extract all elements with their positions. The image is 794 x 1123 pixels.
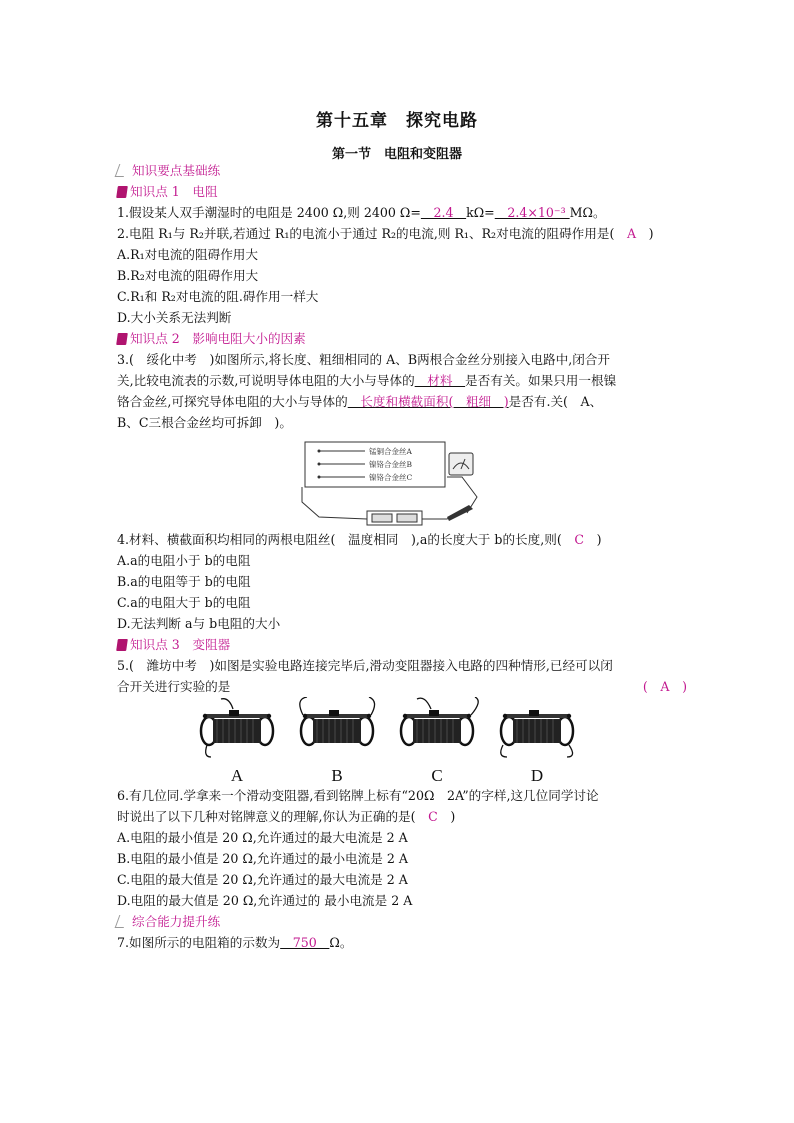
flag-icon: [116, 186, 128, 198]
q4: [117, 529, 687, 550]
q6-answer: C: [415, 809, 451, 824]
q6-close: ): [450, 809, 456, 824]
q6-option-c: C.电阻的最大值是 20 Ω,允许通过的最大电流是 2 A: [117, 872, 408, 887]
q4-answer: C: [561, 532, 597, 547]
q2: [117, 223, 687, 244]
q5-answer: ( A ): [642, 679, 687, 694]
section-basic: [117, 160, 687, 181]
kp2-heading: [117, 328, 687, 349]
label-d: D: [530, 766, 544, 785]
q4-close: ): [596, 532, 602, 547]
q6-stem-end: 时说出了以下几种对铭牌意义的理解,你认为正确的是(: [117, 809, 416, 824]
circuit-diagram: [297, 437, 497, 527]
q4-option-c: C.a的电阻大于 b的电阻: [117, 595, 251, 610]
q6-line-1: 6.有几位同.学拿来一个滑动变阻器,看到铭牌上标有“20Ω 2A”的字样,这几位同学讨论: [117, 788, 599, 803]
wire-label-b: 镍铬合金丝B: [369, 460, 413, 469]
label-b: B: [331, 766, 343, 785]
q5-figure: [117, 697, 687, 785]
q1-unit: kΩ=: [466, 205, 495, 220]
q2-option-d: D.大小关系无法判断: [117, 310, 232, 325]
q3-l2-pre: 关,比较电流表的示数,可说明导体电阻的大小与导体的: [117, 373, 415, 388]
q1-answer-2: 2.4×10⁻³: [494, 205, 570, 220]
wire-label-c: 镍铬合金丝C: [369, 473, 413, 482]
q1-answer-1: 2.4: [420, 205, 467, 220]
q2-answer: A: [614, 226, 649, 241]
q2-option-a: A.R₁对电流的阻碍作用大: [117, 247, 258, 262]
q3-l2-post: 是否有关。如果只用一根镍: [465, 373, 617, 388]
q7-answer: 750: [280, 935, 330, 950]
bracket-icon: [115, 164, 129, 177]
q3-line-2: [117, 370, 687, 391]
q1-end: MΩ。: [569, 205, 606, 220]
label-c: C: [431, 766, 443, 785]
q3-line-3: [117, 391, 687, 412]
q7-end: Ω。: [329, 935, 353, 950]
q4-option-d: D.无法判断 a与 b电阻的大小: [117, 616, 281, 631]
q3-l3-pre: 铬合金丝,可探究导体电阻的大小与导体的: [117, 394, 348, 409]
q3-answer-1: 材料: [414, 373, 466, 388]
q2-option-b: B.R₂对电流的阻碍作用大: [117, 268, 259, 283]
bracket-icon: [115, 915, 129, 928]
label-a: A: [230, 766, 244, 785]
section-advanced-label: 综合能力提升练: [132, 914, 221, 929]
section-title: 第一节 电阻和变阻器: [331, 147, 462, 162]
q2-close: ): [648, 226, 654, 241]
q4-option-b: B.a的电阻等于 b的电阻: [117, 574, 251, 589]
q1: [117, 202, 687, 223]
q5-line-1: 5.( 潍坊中考 )如图是实验电路连接完毕后,滑动变阻器接入电路的四种情形,已经可以闭: [117, 658, 613, 673]
flag-icon: [116, 639, 128, 651]
wire-label-a: 锰铜合金丝A: [369, 447, 412, 456]
kp1-heading: [117, 181, 687, 202]
rheostat-figures: [199, 697, 599, 785]
kp3-label: 知识点 3 变阻器: [130, 637, 231, 652]
q3-l3-post: 是否有.关( A、: [508, 394, 603, 409]
q4-stem: 4.材料、横截面积均相同的两根电阻丝( 温度相同 ),a的长度大于 b的长度,则(: [117, 532, 562, 547]
q4-option-a: A.a的电阻小于 b的电阻: [117, 553, 251, 568]
section-advanced: [117, 911, 687, 932]
q6-line-2: [117, 806, 687, 827]
q6-option-d: D.电阻的最大值是 20 Ω,允许通过的 最小电流是 2 A: [117, 893, 413, 908]
content: [117, 160, 687, 953]
q3-answer-2: 长度和横截面积( 粗细 ): [347, 394, 509, 409]
q6-option-b: B.电阻的最小值是 20 Ω,允许通过的最小电流是 2 A: [117, 851, 408, 866]
q3-line-4: B、C三根合金丝均可拆卸 )。: [117, 415, 292, 430]
flag-icon: [116, 333, 128, 345]
q5-stem-end: 合开关进行实验的是: [117, 679, 231, 694]
q6-option-a: A.电阻的最小值是 20 Ω,允许通过的最大电流是 2 A: [117, 830, 408, 845]
q2-option-c: C.R₁和 R₂对电流的阻.碍作用一样大: [117, 289, 319, 304]
kp3-heading: [117, 634, 687, 655]
q5-line-2: [117, 676, 687, 697]
chapter-title: 第十五章 探究电路: [316, 111, 478, 131]
q3-line-1: 3.( 绥化中考 )如图所示,将长度、粗细相同的 A、B两根合金丝分别接入电路中,闭合开: [117, 352, 610, 367]
q2-stem: 2.电阻 R₁与 R₂并联,若通过 R₁的电流小于通过 R₂的电流,则 R₁、R₂对电流的阻碍作用是(: [117, 226, 615, 241]
section-basic-label: 知识要点基础练: [132, 163, 221, 178]
kp1-label: 知识点 1 电阻: [130, 184, 218, 199]
kp2-label: 知识点 2 影响电阻大小的因素: [130, 331, 306, 346]
q7-stem: 7.如图所示的电阻箱的示数为: [117, 935, 281, 950]
q3-figure: [117, 433, 687, 529]
q1-stem: 1.假设某人双手潮湿时的电阻是 2400 Ω,则 2400 Ω=: [117, 205, 421, 220]
q7: [117, 932, 687, 953]
